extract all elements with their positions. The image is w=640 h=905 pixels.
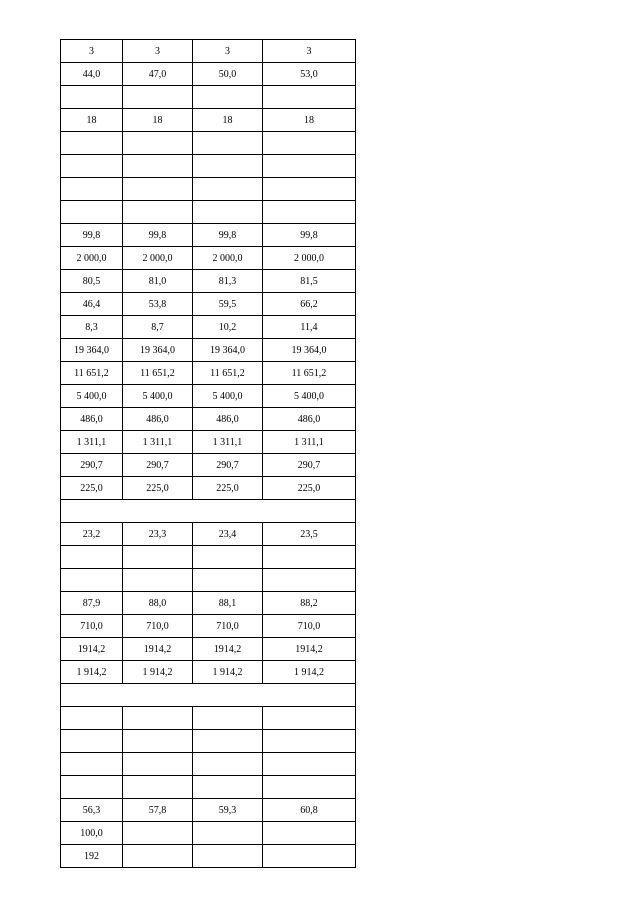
table-cell: 59,5 bbox=[193, 293, 263, 316]
table-cell: 99,8 bbox=[193, 224, 263, 247]
table-row bbox=[61, 638, 356, 661]
table-cell: 88,1 bbox=[193, 592, 263, 615]
table-cell: 290,7 bbox=[123, 454, 193, 477]
table-cell: 3 bbox=[61, 40, 123, 63]
table-cell: 3 bbox=[123, 40, 193, 63]
table-row bbox=[61, 431, 356, 454]
table-cell: 225,0 bbox=[263, 477, 356, 500]
table-cell bbox=[193, 86, 263, 109]
table-cell: 486,0 bbox=[193, 408, 263, 431]
table-cell bbox=[61, 178, 123, 201]
table-cell bbox=[123, 132, 193, 155]
table-cell: 1914,2 bbox=[263, 638, 356, 661]
table-row bbox=[61, 86, 356, 109]
table-cell bbox=[123, 155, 193, 178]
table-cell: 50,0 bbox=[193, 63, 263, 86]
table-cell bbox=[123, 546, 193, 569]
table-row bbox=[61, 201, 356, 224]
merged-cell bbox=[61, 684, 356, 707]
section-separator-row bbox=[61, 500, 356, 523]
table-row bbox=[61, 132, 356, 155]
table-cell: 1 311,1 bbox=[263, 431, 356, 454]
table-cell: 47,0 bbox=[123, 63, 193, 86]
table-cell: 710,0 bbox=[263, 615, 356, 638]
table-cell: 100,0 bbox=[61, 822, 123, 845]
table-cell: 2 000,0 bbox=[123, 247, 193, 270]
table-cell: 1 311,1 bbox=[193, 431, 263, 454]
table-cell bbox=[123, 730, 193, 753]
table-cell: 19 364,0 bbox=[61, 339, 123, 362]
table-cell bbox=[193, 178, 263, 201]
table-cell bbox=[123, 178, 193, 201]
table-row bbox=[61, 753, 356, 776]
table-cell: 99,8 bbox=[123, 224, 193, 247]
table-cell bbox=[263, 845, 356, 868]
table-cell: 87,9 bbox=[61, 592, 123, 615]
table-cell bbox=[123, 822, 193, 845]
table-row bbox=[61, 477, 356, 500]
table-cell: 88,2 bbox=[263, 592, 356, 615]
table-cell bbox=[263, 822, 356, 845]
table-row bbox=[61, 799, 356, 822]
table-cell bbox=[193, 569, 263, 592]
table-cell: 3 bbox=[193, 40, 263, 63]
table-cell: 290,7 bbox=[193, 454, 263, 477]
table-cell: 5 400,0 bbox=[263, 385, 356, 408]
table-cell: 1 914,2 bbox=[263, 661, 356, 684]
table-row bbox=[61, 40, 356, 63]
section-separator-row bbox=[61, 684, 356, 707]
data-table bbox=[60, 39, 356, 868]
table-row bbox=[61, 178, 356, 201]
table-cell: 19 364,0 bbox=[193, 339, 263, 362]
table-cell bbox=[263, 730, 356, 753]
table-cell bbox=[123, 776, 193, 799]
table-cell: 11 651,2 bbox=[61, 362, 123, 385]
table-cell: 19 364,0 bbox=[123, 339, 193, 362]
table-cell bbox=[193, 822, 263, 845]
table-cell: 59,3 bbox=[193, 799, 263, 822]
table-cell: 11 651,2 bbox=[123, 362, 193, 385]
table-row bbox=[61, 546, 356, 569]
table-cell: 23,5 bbox=[263, 523, 356, 546]
table-cell bbox=[61, 569, 123, 592]
table-cell bbox=[193, 753, 263, 776]
table-cell bbox=[123, 201, 193, 224]
table-cell bbox=[193, 546, 263, 569]
table-cell: 2 000,0 bbox=[193, 247, 263, 270]
table-cell: 18 bbox=[263, 109, 356, 132]
table-cell: 56,3 bbox=[61, 799, 123, 822]
table-cell: 1914,2 bbox=[123, 638, 193, 661]
table-cell bbox=[263, 132, 356, 155]
table-cell bbox=[123, 569, 193, 592]
table-cell: 99,8 bbox=[61, 224, 123, 247]
table-cell bbox=[263, 178, 356, 201]
table-cell: 81,0 bbox=[123, 270, 193, 293]
table-cell bbox=[193, 201, 263, 224]
table-cell: 5 400,0 bbox=[193, 385, 263, 408]
table-cell bbox=[61, 776, 123, 799]
table-row bbox=[61, 661, 356, 684]
table-cell: 88,0 bbox=[123, 592, 193, 615]
table-cell: 18 bbox=[193, 109, 263, 132]
table-cell: 80,5 bbox=[61, 270, 123, 293]
table-row bbox=[61, 316, 356, 339]
table-cell bbox=[263, 86, 356, 109]
table-cell bbox=[61, 707, 123, 730]
table-cell: 46,4 bbox=[61, 293, 123, 316]
table-row bbox=[61, 408, 356, 431]
table-cell: 3 bbox=[263, 40, 356, 63]
table-cell: 11 651,2 bbox=[263, 362, 356, 385]
table-cell bbox=[263, 201, 356, 224]
table-cell bbox=[61, 201, 123, 224]
table-cell bbox=[123, 707, 193, 730]
table-cell: 2 000,0 bbox=[61, 247, 123, 270]
table-cell: 486,0 bbox=[61, 408, 123, 431]
table-cell bbox=[61, 546, 123, 569]
table-cell: 5 400,0 bbox=[61, 385, 123, 408]
table-cell: 11,4 bbox=[263, 316, 356, 339]
table-cell: 53,8 bbox=[123, 293, 193, 316]
table-cell: 192 bbox=[61, 845, 123, 868]
table-cell: 290,7 bbox=[263, 454, 356, 477]
table-cell bbox=[193, 776, 263, 799]
table-cell bbox=[263, 155, 356, 178]
table-row bbox=[61, 247, 356, 270]
table-cell: 1914,2 bbox=[193, 638, 263, 661]
table-row bbox=[61, 615, 356, 638]
table-cell: 23,3 bbox=[123, 523, 193, 546]
table-row bbox=[61, 293, 356, 316]
table-cell bbox=[193, 707, 263, 730]
table-row bbox=[61, 63, 356, 86]
table-cell bbox=[193, 132, 263, 155]
table-cell: 486,0 bbox=[263, 408, 356, 431]
table-cell: 225,0 bbox=[193, 477, 263, 500]
table-row bbox=[61, 592, 356, 615]
table-cell: 81,5 bbox=[263, 270, 356, 293]
table-cell bbox=[263, 707, 356, 730]
table-cell: 710,0 bbox=[61, 615, 123, 638]
table-row bbox=[61, 270, 356, 293]
table-cell bbox=[263, 753, 356, 776]
merged-cell bbox=[61, 500, 356, 523]
table-cell bbox=[193, 155, 263, 178]
table-cell bbox=[123, 753, 193, 776]
table-cell: 225,0 bbox=[123, 477, 193, 500]
table-cell: 11 651,2 bbox=[193, 362, 263, 385]
table-cell bbox=[123, 845, 193, 868]
table-row bbox=[61, 707, 356, 730]
table-cell: 8,7 bbox=[123, 316, 193, 339]
table-cell: 710,0 bbox=[193, 615, 263, 638]
table-cell: 60,8 bbox=[263, 799, 356, 822]
table-cell: 486,0 bbox=[123, 408, 193, 431]
table-cell: 1914,2 bbox=[61, 638, 123, 661]
table-row bbox=[61, 109, 356, 132]
table-cell: 53,0 bbox=[263, 63, 356, 86]
table-cell: 44,0 bbox=[61, 63, 123, 86]
table-cell: 290,7 bbox=[61, 454, 123, 477]
table-cell: 57,8 bbox=[123, 799, 193, 822]
table-cell: 225,0 bbox=[61, 477, 123, 500]
table-cell: 23,4 bbox=[193, 523, 263, 546]
table-cell bbox=[263, 546, 356, 569]
table-row bbox=[61, 569, 356, 592]
data-table-body bbox=[61, 40, 356, 868]
table-cell: 1 914,2 bbox=[193, 661, 263, 684]
table-row bbox=[61, 385, 356, 408]
table-cell bbox=[193, 845, 263, 868]
table-cell: 81,3 bbox=[193, 270, 263, 293]
table-row bbox=[61, 822, 356, 845]
table-cell: 10,2 bbox=[193, 316, 263, 339]
table-cell: 19 364,0 bbox=[263, 339, 356, 362]
table-row bbox=[61, 523, 356, 546]
table-cell bbox=[193, 730, 263, 753]
table-cell: 1 311,1 bbox=[123, 431, 193, 454]
table-cell bbox=[263, 569, 356, 592]
table-cell: 18 bbox=[123, 109, 193, 132]
table-row bbox=[61, 454, 356, 477]
table-cell bbox=[61, 730, 123, 753]
table-cell: 1 914,2 bbox=[61, 661, 123, 684]
table-row bbox=[61, 155, 356, 178]
table-cell: 710,0 bbox=[123, 615, 193, 638]
table-cell: 1 311,1 bbox=[61, 431, 123, 454]
table-cell: 99,8 bbox=[263, 224, 356, 247]
table-cell bbox=[61, 86, 123, 109]
table-row bbox=[61, 339, 356, 362]
table-cell bbox=[61, 753, 123, 776]
table-row bbox=[61, 776, 356, 799]
table-row bbox=[61, 730, 356, 753]
table-cell bbox=[123, 86, 193, 109]
table-cell: 8,3 bbox=[61, 316, 123, 339]
table-row bbox=[61, 362, 356, 385]
table-cell: 18 bbox=[61, 109, 123, 132]
table-cell bbox=[61, 132, 123, 155]
table-cell: 5 400,0 bbox=[123, 385, 193, 408]
table-cell: 2 000,0 bbox=[263, 247, 356, 270]
table-cell bbox=[263, 776, 356, 799]
table-cell bbox=[61, 155, 123, 178]
table-row bbox=[61, 224, 356, 247]
table-cell: 23,2 bbox=[61, 523, 123, 546]
table-row bbox=[61, 845, 356, 868]
table-cell: 1 914,2 bbox=[123, 661, 193, 684]
table-cell: 66,2 bbox=[263, 293, 356, 316]
